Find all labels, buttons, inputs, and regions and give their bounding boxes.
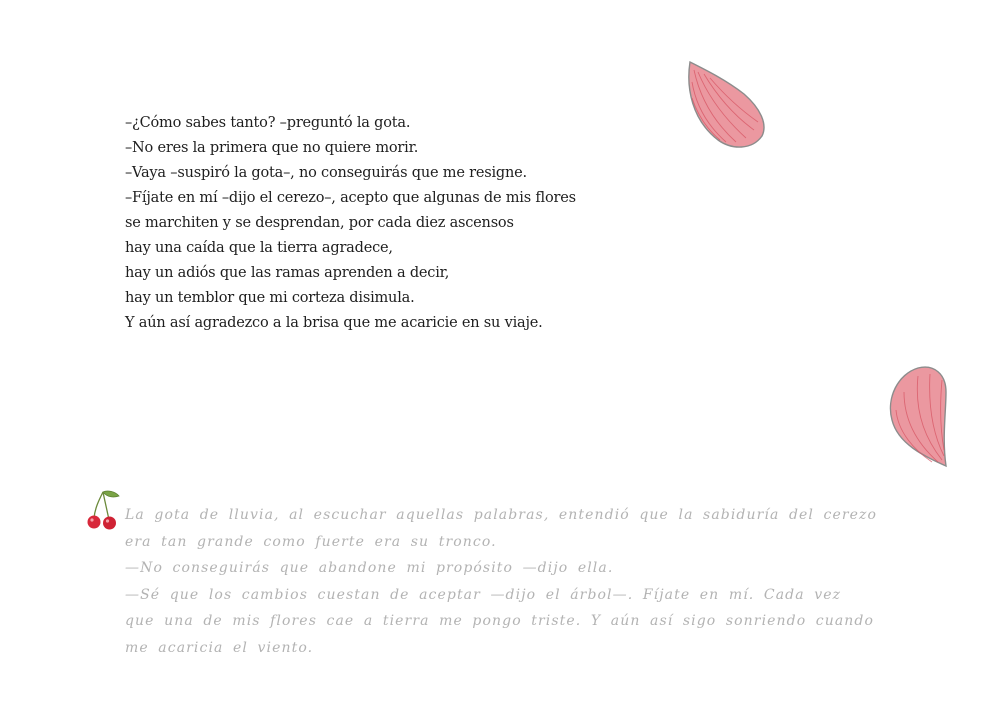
text-line: —No conseguirás que abandone mi propósito —dijo ella. [125,560,614,576]
text-line: hay un temblor que mi corteza disimula. [125,290,415,306]
petal-icon [884,362,954,470]
cherry-icon [85,488,121,532]
text-line: hay un adiós que las ramas aprenden a decir, [125,265,450,281]
text-line: era tan grande como fuerte era su tronco. [125,533,497,550]
text-line: se marchiten y se desprendan, por cada diez ascensos [125,215,514,231]
text-line: La gota de lluvia, al escuchar aquellas palabras, entendió que la sabiduría del cerezo [125,507,878,523]
text-line: –No eres la primera que no quiere morir. [125,140,419,156]
printed-text-block [125,111,645,336]
text-line: Y aún así agradezco a la brisa que me acaricie en su viaje. [125,315,543,331]
text-line: –¿Cómo sabes tanto? –preguntó la gota. [125,115,411,131]
text-line: que una de mis flores cae a tierra me pongo triste. Y aún así sigo sonriendo cuando [125,613,875,629]
text-line: —Sé que los cambios cuestan de aceptar —dijo el árbol—. Fíjate en mí. Cada vez [125,586,842,603]
text-line: –Vaya –suspiró la gota–, no conseguirás que me resigne. [125,165,527,181]
text-line: hay una caída que la tierra agradece, [125,240,393,256]
text-line: –Fíjate en mí –dijo el cerezo–, acepto que algunas de mis flores [125,190,576,206]
text-line: me acaricia el viento. [125,639,314,656]
petal-icon [680,58,770,153]
cursive-text-block [125,502,878,661]
